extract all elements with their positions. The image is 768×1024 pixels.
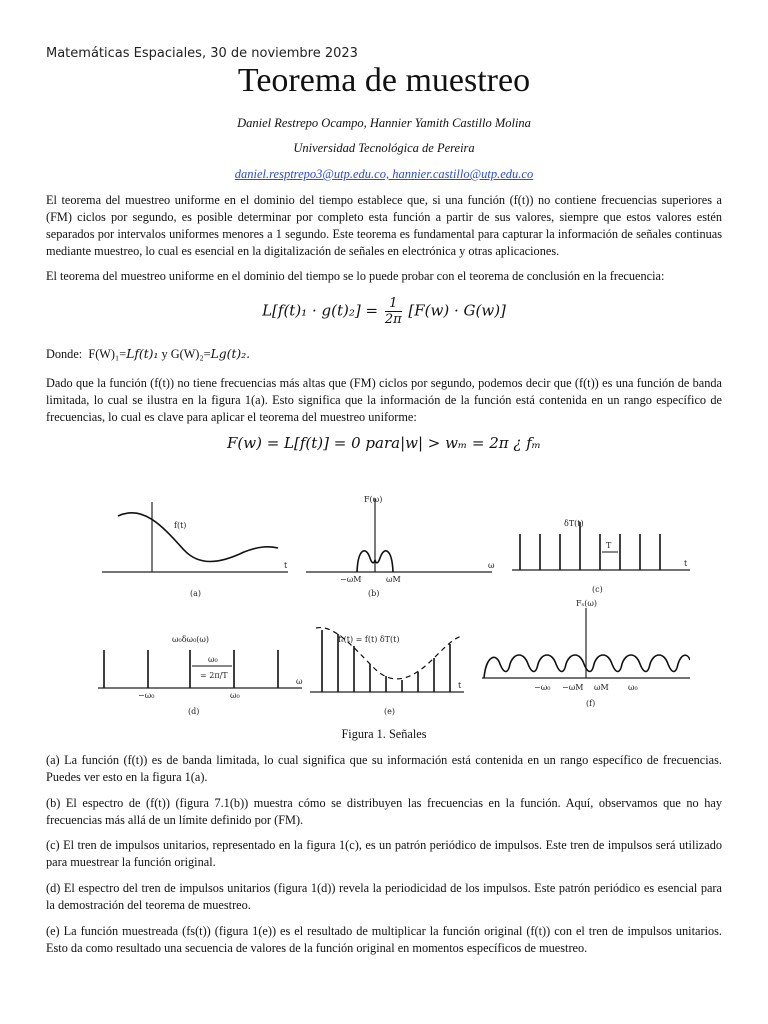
affiliation: Universidad Tecnológica de Pereira [293, 141, 475, 155]
equation-band-limit: F(w) = L[f(t)] = 0 para|w| > wₘ = 2π ¿ fₘ [226, 434, 541, 452]
author-emails-link[interactable]: daniel.resptrepo3@utp.edu.co, hannier.castillo@utp.edu.co [234, 167, 534, 181]
donde-label: Donde: [46, 347, 83, 361]
label-d: (d) [188, 707, 200, 716]
eq1-denominator: 2π [384, 312, 402, 327]
label-f: (f) [586, 699, 596, 708]
subfigure-d [98, 650, 302, 688]
label-ft: f(t) [174, 521, 187, 530]
donde-lg: Lg(t)₂. [210, 347, 251, 361]
label-neg-w0-d: −ω₀ [138, 691, 155, 700]
label-T: T [606, 541, 612, 550]
signal-ft-curve [118, 513, 278, 562]
eq1-rhs: [F(w) · G(w)] [408, 301, 506, 320]
authors: Daniel Restrepo Ocampo, Hannier Yamith Castillo Molina [237, 116, 531, 130]
label-w0d: ω₀δω₀(ω) [172, 635, 210, 644]
label-Fw: F(ω) [364, 495, 383, 504]
donde-fw: F(W)₁= [88, 347, 127, 361]
figure-caption: Figura 1. Señales [341, 727, 427, 741]
list-item-a: (a) La función (f(t)) es de banda limitada, lo cual significa que su información está contenida en un rango específico de frecuencias. Puedes ver esto en la figura 1(a). [46, 753, 722, 784]
page-header: Matemáticas Espaciales, 30 de noviembre 2023 [46, 46, 358, 61]
label-fst: fₛ(t) = f(t) δT(t) [338, 635, 400, 644]
figure-signals [94, 488, 690, 716]
label-w0-f: ω₀ [628, 683, 638, 692]
list-item-b: (b) El espectro de (f(t)) (figura 7.1(b)) muestra cómo se distribuyen las frecuencias en la función. Aquí, observamos que no hay frecuencias más allá de un límite definido por (FM). [46, 796, 722, 827]
label-neg-w0-f: −ω₀ [534, 683, 551, 692]
label-b: (b) [368, 589, 380, 598]
label-dT: δT(t) [564, 519, 584, 528]
subfigure-b [306, 495, 495, 598]
label-neg-wM-b: −ωM [340, 575, 362, 584]
donde-y: y [161, 347, 168, 361]
list-item-d: (d) El espectro del tren de impulsos unitarios (figura 1(d)) revela la periodicidad de los impulsos. Este patrón periódico es esencial para la demostración del teorema de muestreo. [46, 881, 722, 912]
label-c: (c) [592, 585, 603, 594]
label-neg-wM-f: −ωM [562, 683, 584, 692]
subfigure-a [102, 502, 288, 598]
paragraph-band-limited: Dado que la función (f(t)) no tiene frecuencias más altas que (FM) ciclos por segundo, podemos decir que (f(t)) es una función de banda limitada, lo cual se ilustra en la figura 1(a). Esto significa que la información de la función está contenida en un rango específico de frecuencias, lo cual es clave para aplicar el teorema del muestreo uniforme: [46, 376, 722, 424]
donde-gw: G(W)₂= [170, 347, 211, 361]
label-2piT: = 2π/T [200, 671, 228, 680]
subfigure-e [310, 628, 464, 716]
eq1-fraction [385, 296, 402, 327]
label-Fsw: Fₛ(ω) [576, 599, 598, 608]
paragraph-intro: El teorema del muestreo uniforme en el dominio del tiempo establece que, si una función (f(t)) no contiene frecuencias superiores a (FM) ciclos por segundo, es posible determinar por completo esta función a partir de sus valores, siempre que estos valores estén separados por intervalos uniformes menores a 1 segundo. Este teorema es fundamental para capturar la información de señales continuas mediante muestreo, lo cual es esencial en la digitalización de señales en electrónica y otras aplicaciones. [46, 193, 722, 258]
paper-title: Teorema de muestreo [237, 62, 531, 99]
label-t-a: t [284, 561, 288, 570]
label-wM-b: ωM [386, 575, 401, 584]
label-w0-eq: ω₀ [208, 655, 218, 664]
list-item-c: (c) El tren de impulsos unitarios, representado en la figura 1(c), es un patrón periódico de impulsos. Este tren de impulsos será utilizado para muestrear la función original. [46, 838, 722, 869]
donde-line [46, 346, 722, 363]
paragraph-proof: El teorema del muestreo uniforme en el dominio del tiempo se lo puede probar con el teorema de conclusión en la frecuencia: [46, 269, 665, 283]
label-w0-d: ω₀ [230, 691, 240, 700]
label-t-c: t [684, 559, 688, 568]
list-item-e: (e) La función muestreada (fs(t)) (figura 1(e)) es el resultado de multiplicar la función original (f(t)) con el tren de impulsos unitarios. Esto da como resultado una secuencia de valores de la función original en momentos específicos de muestreo. [46, 924, 722, 955]
spectrum-Fsw-curve [484, 655, 690, 678]
eq1-lhs: L[f(t)₁ · g(t)₂] = [262, 301, 379, 320]
label-e: (e) [384, 707, 395, 716]
subfigure-c [512, 522, 690, 570]
label-a: (a) [190, 589, 202, 598]
donde-lf: Lf(t)₁ [126, 347, 159, 361]
label-t-e: t [458, 681, 462, 690]
label-omega-d: ω [296, 677, 303, 686]
label-wM-f: ωM [594, 683, 609, 692]
subfigure-f [482, 599, 690, 708]
equation-convolution [0, 296, 768, 327]
eq1-numerator: 1 [385, 296, 402, 312]
label-omega-b: ω [488, 561, 495, 570]
